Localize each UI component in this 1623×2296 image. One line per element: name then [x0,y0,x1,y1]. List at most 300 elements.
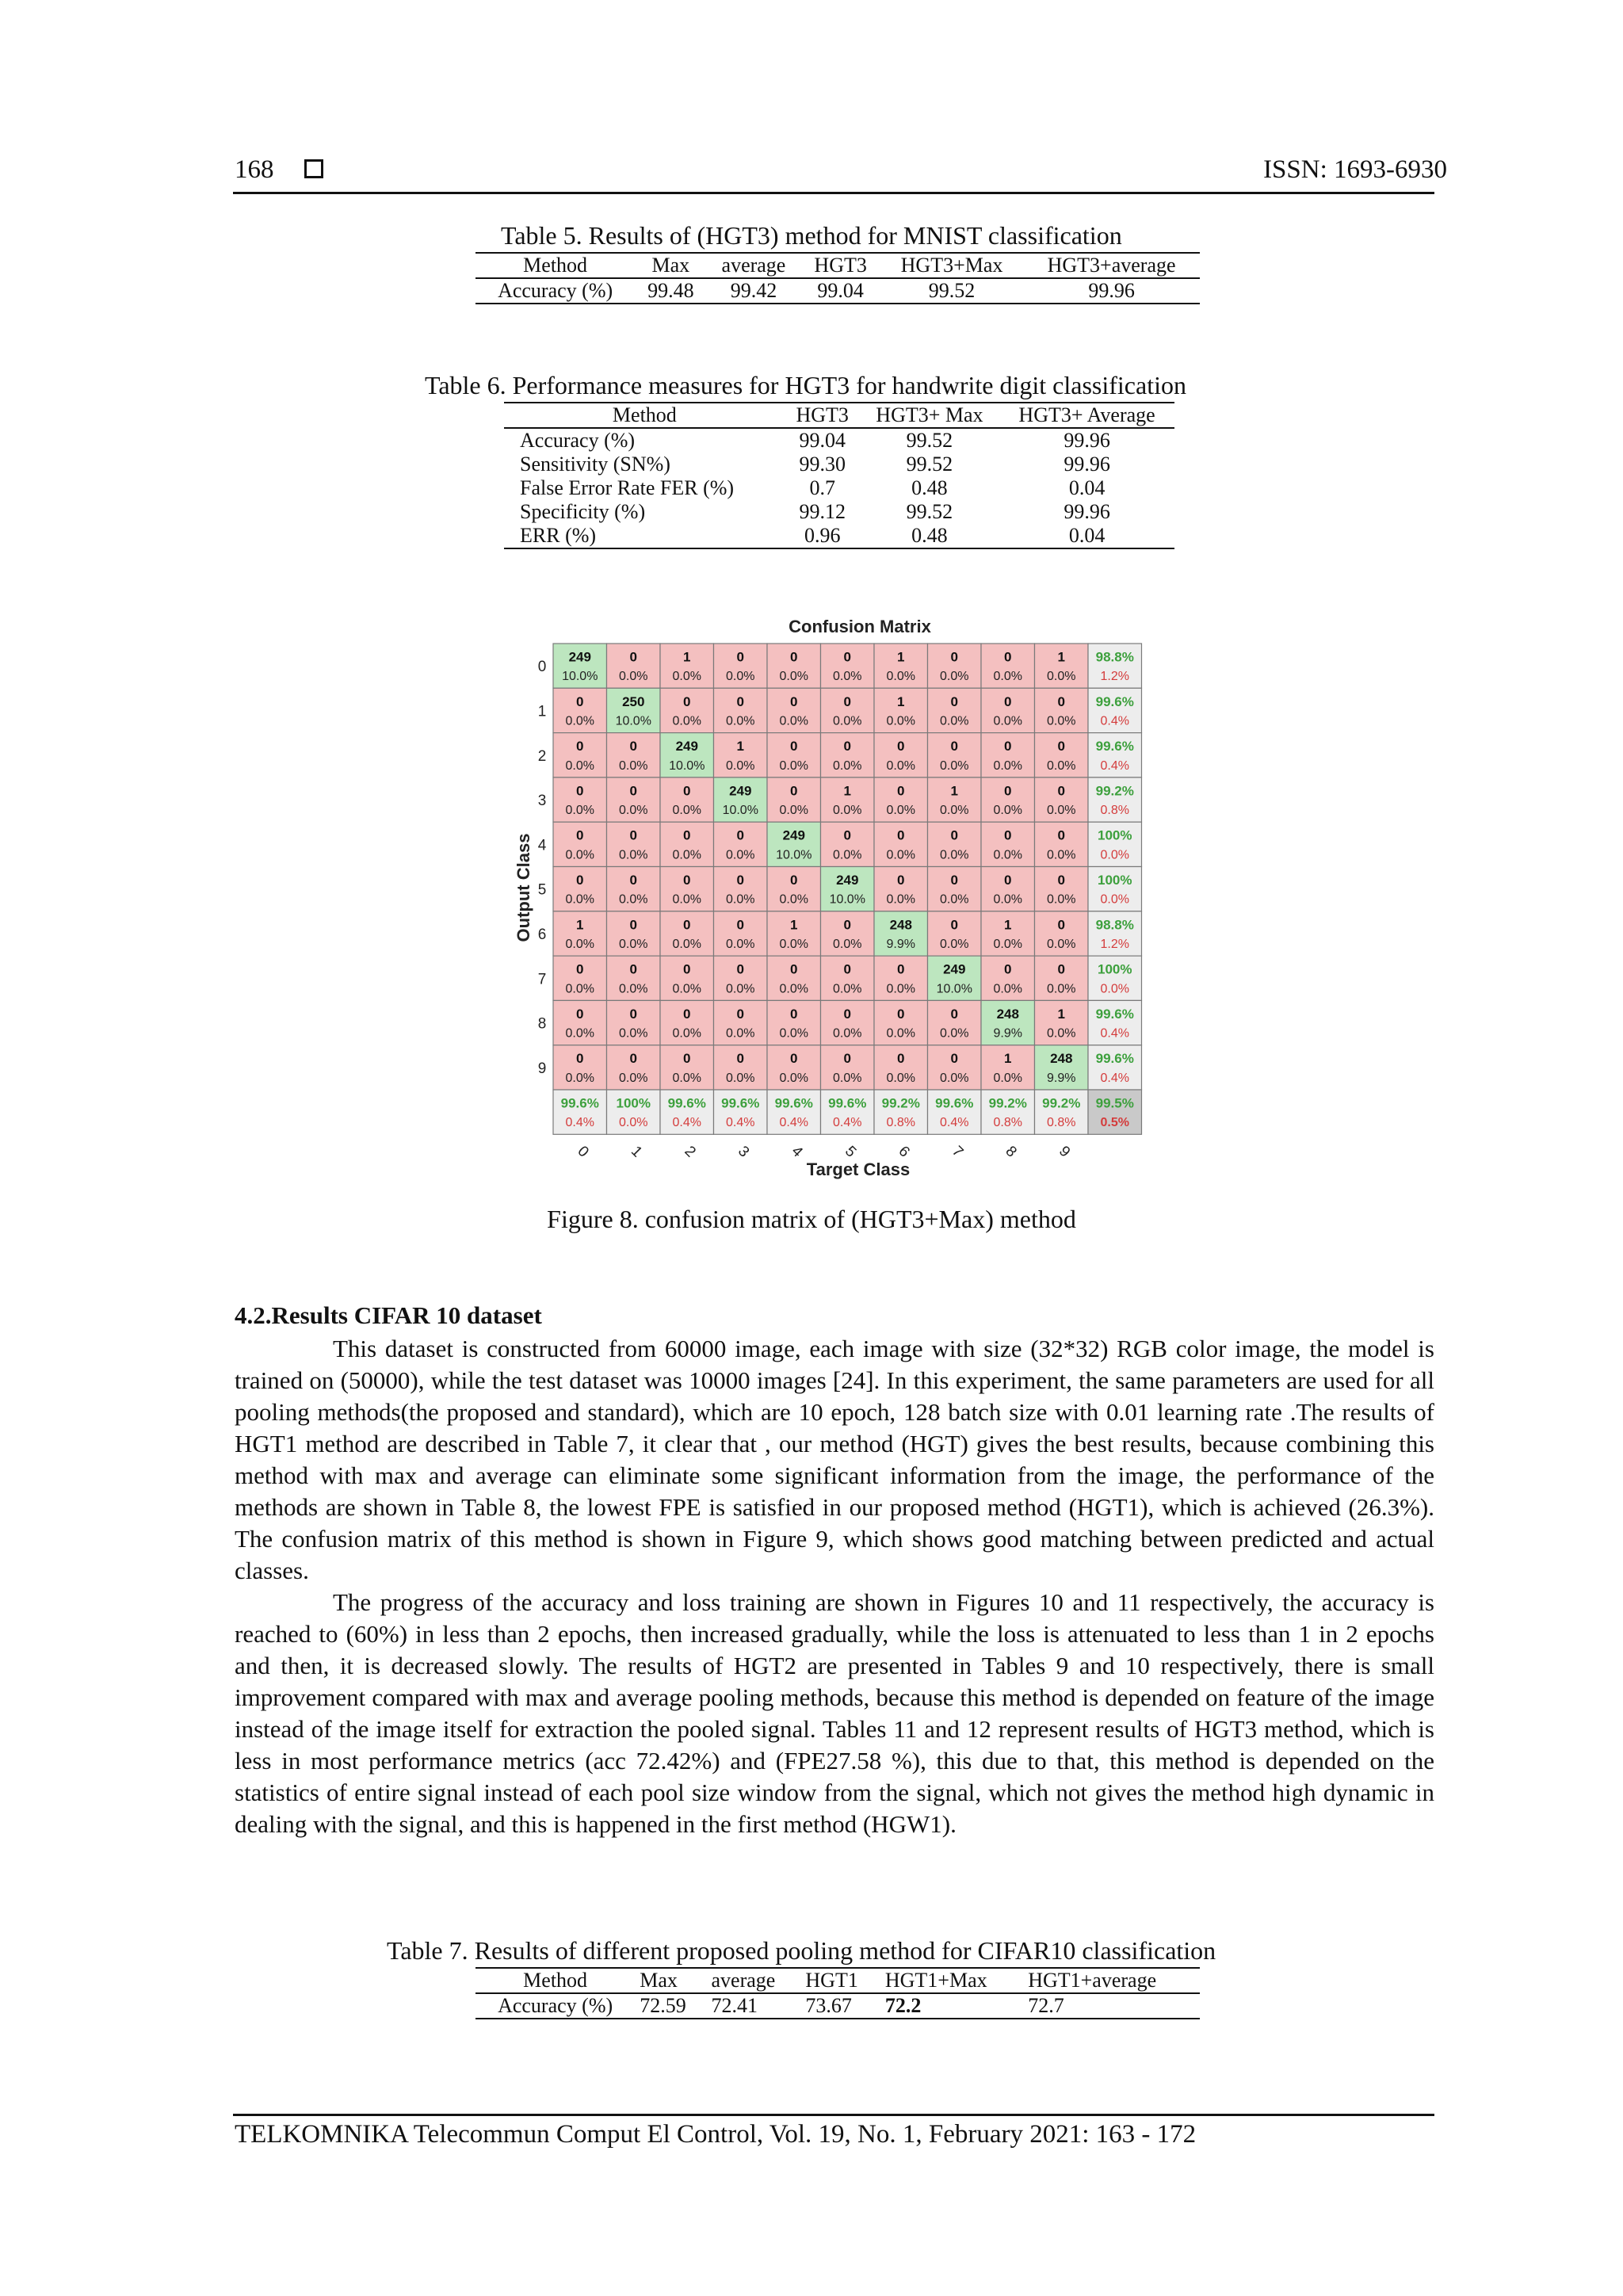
cm-cell-value: 0 [1057,693,1065,709]
cm-cell-percent: 0.0% [726,1071,755,1085]
cm-overall-cell-percent: 0.5% [1100,1116,1129,1130]
page-footer: TELKOMNIKA Telecommun Comput El Control, Vol. 19, No. 1, February 2021: 163 - 172 [235,2120,1197,2149]
cm-cell-value: 0 [790,739,798,755]
cm-cell-value: 1 [1004,1051,1012,1067]
cm-cell-percent: 0.0% [993,804,1022,818]
cm-cell-percent: 0.0% [993,848,1022,862]
cm-cell-value: 0 [683,1006,691,1022]
cm-cell-value: 0 [683,873,691,888]
table7 [475,1969,1200,2019]
table6-cell: 99.96 [1064,453,1110,476]
cm-cell-percent: 0.0% [1047,982,1076,996]
cm-cell-value: 0 [950,739,958,755]
cm-cell-value: 0 [790,873,798,888]
y-tick-label: 9 [537,1060,547,1077]
cm-col-summary-cell-value: 99.2% [881,1095,920,1111]
cm-diagonal-cell-percent: 10.0% [615,714,651,728]
cm-cell-value: 0 [736,1006,744,1022]
table5-header-row [475,254,1200,278]
cm-cell-percent: 0.0% [833,982,862,996]
y-tick-label: 2 [537,747,547,765]
cm-cell-percent: 0.0% [886,714,915,728]
table7-header-cell: average [711,1969,776,1992]
cm-diagonal-cell-percent: 9.9% [993,1026,1022,1041]
table6-cell: 0.7 [809,476,835,499]
table6-row [504,476,1174,500]
cm-cell-value: 0 [629,1006,637,1022]
cm-cell-value: 0 [950,693,958,709]
cm-cell-value: 0 [897,873,905,888]
table6-cell: 99.52 [906,429,953,452]
cm-row-summary-cell-percent: 0.4% [1100,758,1129,773]
cm-cell-percent: 0.0% [565,758,594,773]
table6-cell: 99.04 [799,429,846,452]
cm-cell-value: 0 [683,827,691,843]
table6-cell: Specificity (%) [520,500,646,523]
cm-col-summary-cell-value: 99.6% [935,1095,974,1111]
cm-row-summary-cell-percent: 0.8% [1100,804,1129,818]
table6-cell: 0.48 [911,524,948,547]
cm-cell-value: 1 [736,739,744,755]
cm-col-summary-cell-percent: 0.4% [833,1116,862,1130]
table7-cell: Accuracy (%) [498,1994,613,2017]
cm-cell-value: 0 [897,783,905,799]
cm-cell-value: 0 [950,917,958,933]
header-rule [233,192,1434,194]
cm-cell-value: 0 [843,917,851,933]
cm-cell-percent: 0.0% [672,848,701,862]
cm-cell-value: 0 [576,739,584,755]
cm-cell-percent: 0.0% [565,804,594,818]
cm-cell-percent: 0.0% [672,804,701,818]
cm-cell-value: 0 [843,693,851,709]
table7-cell: 72.2 [884,1994,922,2017]
confusion-matrix-figure [499,610,1165,1189]
cm-cell-value: 1 [950,783,958,799]
cm-cell-value: 0 [843,1051,851,1067]
cm-cell-value: 0 [736,917,744,933]
cm-diagonal-cell-value: 248 [1050,1051,1073,1067]
cm-cell-percent: 0.0% [1047,848,1076,862]
cm-cell-percent: 0.0% [940,1071,969,1085]
cm-cell-value: 0 [629,873,637,888]
y-tick-label: 0 [537,659,547,676]
table7-cell: 72.41 [711,1994,758,2017]
cm-cell-percent: 0.0% [619,758,648,773]
table6-row [504,428,1174,453]
table5-caption: Table 5. Results of (HGT3) method for MNIST classification [501,221,1122,250]
cm-cell-value: 0 [629,917,637,933]
cm-diagonal-cell-percent: 10.0% [562,670,598,684]
cm-cell-value: 0 [1004,827,1012,843]
cm-cell-value: 0 [1004,873,1012,888]
output-class-label: Output Class [514,833,533,942]
table5-header-cell: HGT3+average [1047,254,1176,277]
cm-cell-value: 0 [790,961,798,977]
cm-cell-percent: 0.0% [940,892,969,907]
table6-cell: Accuracy (%) [520,429,636,452]
table7-header-row [475,1969,1200,1993]
cm-cell-value: 0 [790,1051,798,1067]
table5-cell: 99.96 [1088,279,1135,302]
target-class-label: Target Class [806,1159,911,1179]
cm-col-summary-cell-percent: 0.0% [619,1116,648,1130]
table5-header-cell: HGT3 [814,254,867,277]
cm-cell-percent: 0.0% [726,758,755,773]
cm-cell-percent: 0.0% [565,937,594,951]
cm-cell-percent: 0.0% [779,982,808,996]
y-tick-label: 8 [537,1015,547,1033]
cm-cell-value: 0 [683,693,691,709]
table6-cell: Sensitivity (SN%) [520,453,670,476]
x-tick-label: 8 [1002,1143,1020,1161]
cm-cell-value: 0 [1057,917,1065,933]
cm-row-summary-cell-value: 99.6% [1095,1051,1134,1067]
cm-row-summary-cell-percent: 0.0% [1100,982,1129,996]
cm-row-summary-cell-percent: 1.2% [1100,670,1129,684]
y-tick-label: 3 [537,793,547,810]
cm-cell-percent: 0.0% [993,892,1022,907]
x-tick-label: 5 [841,1143,860,1161]
cm-cell-value: 0 [950,873,958,888]
table6-cell: 99.52 [906,453,953,476]
cm-diagonal-cell-percent: 9.9% [886,937,915,951]
cm-cell-value: 1 [576,917,584,933]
cm-cell-percent: 0.0% [619,937,648,951]
table5 [475,254,1200,304]
cm-col-summary-cell-value: 99.2% [988,1095,1027,1111]
x-tick-label: 6 [895,1143,913,1161]
cm-cell-percent: 0.0% [1047,937,1076,951]
cm-cell-percent: 0.0% [672,892,701,907]
section-heading: 4.2.Results CIFAR 10 dataset [235,1301,542,1329]
table6-cell: 0.96 [804,524,841,547]
cm-row-summary-cell-value: 100% [1098,873,1132,888]
cm-cell-value: 0 [843,961,851,977]
cm-row-summary-cell-value: 98.8% [1095,917,1134,933]
cm-row-summary-cell-value: 100% [1098,827,1132,843]
table6-cell: 99.96 [1064,500,1110,523]
cm-cell-value: 0 [843,739,851,755]
cm-cell-percent: 0.0% [886,804,915,818]
cm-cell-value: 0 [897,961,905,977]
cm-cell-percent: 0.0% [726,714,755,728]
table5-cell: 99.52 [928,279,976,302]
cm-col-summary-cell-percent: 0.8% [886,1116,915,1130]
cm-col-summary-cell-percent: 0.4% [940,1116,969,1130]
cm-col-summary-cell-percent: 0.4% [565,1116,594,1130]
table6-header-cell: HGT3 [796,403,849,426]
x-tick-label: 3 [734,1143,753,1161]
cm-cell-percent: 0.0% [833,1026,862,1041]
cm-row-summary-cell-value: 99.2% [1095,783,1134,799]
cm-row-summary-cell-percent: 0.4% [1100,1026,1129,1041]
table6-header-cell: Method [612,403,677,426]
table6-cell: 99.52 [906,500,953,523]
cm-cell-percent: 0.0% [779,714,808,728]
cm-cell-percent: 0.0% [726,848,755,862]
x-tick-label: 7 [948,1143,967,1161]
cm-cell-percent: 0.0% [565,714,594,728]
cm-cell-value: 0 [683,917,691,933]
cm-col-summary-cell-percent: 0.8% [1047,1116,1076,1130]
table6-cell: 99.12 [799,500,846,523]
cm-cell-percent: 0.0% [726,937,755,951]
confusion-matrix-title: Confusion Matrix [789,617,931,636]
cm-diagonal-cell-value: 249 [782,827,805,843]
cm-cell-percent: 0.0% [833,670,862,684]
x-tick-label: 4 [788,1143,806,1161]
cm-col-summary-cell-percent: 0.4% [672,1116,701,1130]
cm-col-summary-cell-percent: 0.4% [726,1116,755,1130]
x-tick-label: 9 [1055,1143,1074,1161]
cm-cell-percent: 0.0% [672,937,701,951]
checkbox-square-icon [304,159,323,178]
cm-cell-percent: 0.0% [940,758,969,773]
cm-cell-percent: 0.0% [672,1026,701,1041]
table7-caption: Table 7. Results of different proposed pooling method for CIFAR10 classification [387,1936,1216,1965]
y-tick-label: 6 [537,926,547,943]
cm-cell-value: 0 [1057,827,1065,843]
x-tick-label: 2 [681,1143,699,1161]
cm-cell-value: 0 [1057,961,1065,977]
cm-cell-percent: 0.0% [726,892,755,907]
cm-cell-percent: 0.0% [833,758,862,773]
cm-cell-value: 0 [576,961,584,977]
cm-overall-cell-value: 99.5% [1095,1095,1134,1111]
cm-cell-percent: 0.0% [726,670,755,684]
cm-diagonal-cell-value: 249 [568,649,591,665]
cm-cell-value: 1 [843,783,851,799]
cm-cell-value: 0 [950,1006,958,1022]
table6-cell: 0.48 [911,476,948,499]
table5-cell: 99.04 [817,279,864,302]
cm-row-summary-cell-value: 99.6% [1095,1006,1134,1022]
cm-cell-percent: 0.0% [940,937,969,951]
cm-row-summary-cell-percent: 0.4% [1100,714,1129,728]
cm-cell-percent: 0.0% [993,714,1022,728]
cm-row-summary-cell-percent: 0.4% [1100,1071,1129,1085]
cm-diagonal-cell-value: 249 [729,783,752,799]
footer-rule [233,2114,1434,2116]
cm-cell-percent: 0.0% [993,670,1022,684]
cm-cell-value: 0 [576,783,584,799]
cm-diagonal-cell-percent: 10.0% [722,804,758,818]
table6-cell: 99.96 [1064,429,1110,452]
cm-cell-percent: 0.0% [672,982,701,996]
cm-row-summary-cell-value: 100% [1098,961,1132,977]
cm-cell-percent: 0.0% [833,1071,862,1085]
cm-cell-value: 0 [736,873,744,888]
cm-cell-percent: 0.0% [565,892,594,907]
table7-header-cell: HGT1+Max [884,1969,987,1992]
cm-cell-percent: 0.0% [886,848,915,862]
cm-cell-value: 0 [897,1051,905,1067]
table5-cell: 99.42 [730,279,777,302]
cm-cell-value: 0 [683,783,691,799]
cm-cell-percent: 0.0% [940,714,969,728]
cm-cell-percent: 0.0% [886,758,915,773]
cm-cell-percent: 0.0% [993,937,1022,951]
cm-cell-value: 1 [1057,649,1065,665]
table7-cell: 73.67 [805,1994,852,2017]
cm-cell-percent: 0.0% [726,1026,755,1041]
cm-col-summary-cell-value: 99.2% [1042,1095,1081,1111]
cm-diagonal-cell-percent: 10.0% [936,982,972,996]
cm-cell-value: 0 [1057,783,1065,799]
cm-cell-percent: 0.0% [833,848,862,862]
cm-cell-value: 0 [1004,783,1012,799]
cm-diagonal-cell-value: 250 [622,693,645,709]
cm-cell-value: 0 [1057,739,1065,755]
cm-cell-percent: 0.0% [779,804,808,818]
table5-header-cell: Max [651,254,690,277]
table5-cell: Accuracy (%) [498,279,613,302]
x-tick-label: 1 [627,1143,646,1161]
cm-cell-percent: 0.0% [619,892,648,907]
table6-row [504,500,1174,524]
section-body [235,1333,1434,1840]
cm-col-summary-cell-value: 100% [616,1095,651,1111]
cm-cell-percent: 0.0% [779,670,808,684]
cm-cell-value: 0 [736,961,744,977]
cm-cell-value: 0 [629,1051,637,1067]
cm-cell-value: 0 [683,1051,691,1067]
cm-diagonal-cell-value: 248 [996,1006,1019,1022]
cm-cell-value: 0 [1004,961,1012,977]
figure8-caption: Figure 8. confusion matrix of (HGT3+Max) method [547,1205,1076,1233]
cm-cell-percent: 0.0% [619,1026,648,1041]
cm-diagonal-cell-percent: 10.0% [669,758,705,773]
cm-cell-percent: 0.0% [565,1026,594,1041]
table5-cell: 99.48 [647,279,694,302]
cm-cell-value: 0 [1004,693,1012,709]
cm-diagonal-cell-percent: 9.9% [1047,1071,1076,1085]
table6 [504,403,1174,549]
table7-header-cell: HGT1+average [1028,1969,1157,1992]
table7-row [475,1993,1200,2019]
cm-row-summary-cell-percent: 0.0% [1100,892,1129,907]
table6-cell: 99.30 [799,453,846,476]
cm-cell-value: 0 [1057,873,1065,888]
paragraph-1: This dataset is constructed from 60000 image, each image with size (32*32) RGB color image, the model is trained on (50000), while the test dataset was 10000 images [24]. In this experiment, the same parameters are used for all pooling methods(the proposed and standard), which are 10 epoch, 128 batch size with 0.01 learning rate .The results of HGT1 method are described in Table 7, it clear that , our method (HGT) gives the best results, because combining this method with max and average can eliminate some significant information from the image, the performance of the methods are shown in Table 8, the lowest FPE is satisfied in our proposed method (HGT1), which is achieved (26.3%). The confusion matrix of this method is shown in Figure 9, which shows good matching between predicted and actual classes. [235,1335,1434,1584]
cm-cell-value: 0 [629,827,637,843]
cm-cell-value: 0 [736,827,744,843]
cm-diagonal-cell-value: 249 [943,961,966,977]
cm-cell-percent: 0.0% [1047,758,1076,773]
cm-cell-value: 0 [576,1006,584,1022]
cm-cell-percent: 0.0% [886,982,915,996]
cm-cell-percent: 0.0% [565,848,594,862]
cm-cell-value: 0 [576,1051,584,1067]
cm-cell-percent: 0.0% [833,937,862,951]
table5-header-cell: average [721,254,786,277]
table5-header-cell: HGT3+Max [900,254,1003,277]
cm-cell-percent: 0.0% [886,1026,915,1041]
cm-cell-value: 0 [790,649,798,665]
cm-cell-value: 0 [629,649,637,665]
cm-col-summary-cell-value: 99.6% [721,1095,760,1111]
cm-cell-value: 0 [897,739,905,755]
table5-header-cell: Method [523,254,588,277]
cm-row-summary-cell-percent: 1.2% [1100,937,1129,951]
table6-row [504,524,1174,548]
cm-cell-percent: 0.0% [619,670,648,684]
cm-row-summary-cell-value: 99.6% [1095,693,1134,709]
table7-header-cell: HGT1 [805,1969,858,1992]
cm-cell-value: 0 [736,649,744,665]
cm-cell-value: 0 [1004,649,1012,665]
cm-cell-value: 0 [576,873,584,888]
cm-col-summary-cell-percent: 0.4% [779,1116,808,1130]
table6-row [504,453,1174,476]
cm-cell-percent: 0.0% [1047,670,1076,684]
cm-cell-percent: 0.0% [940,848,969,862]
cm-col-summary-cell-value: 99.6% [828,1095,867,1111]
cm-cell-percent: 0.0% [886,1071,915,1085]
table6-cell: False Error Rate FER (%) [520,476,735,499]
cm-row-summary-cell-percent: 0.0% [1100,848,1129,862]
cm-cell-value: 0 [790,693,798,709]
cm-cell-value: 0 [843,1006,851,1022]
cm-col-summary-cell-value: 99.6% [667,1095,706,1111]
cm-cell-percent: 0.0% [619,1071,648,1085]
cm-cell-percent: 0.0% [779,937,808,951]
cm-cell-value: 0 [897,1006,905,1022]
cm-cell-percent: 0.0% [886,670,915,684]
cm-cell-percent: 0.0% [886,892,915,907]
cm-cell-percent: 0.0% [619,982,648,996]
cm-cell-value: 0 [736,1051,744,1067]
cm-cell-percent: 0.0% [993,982,1022,996]
cm-cell-value: 0 [950,827,958,843]
cm-cell-percent: 0.0% [726,982,755,996]
cm-cell-value: 1 [790,917,798,933]
cm-cell-value: 1 [683,649,691,665]
cm-cell-percent: 0.0% [779,1071,808,1085]
cm-cell-value: 0 [683,961,691,977]
cm-diagonal-cell-value: 248 [889,917,912,933]
cm-cell-percent: 0.0% [940,1026,969,1041]
table6-cell: ERR (%) [520,524,597,547]
cm-cell-value: 0 [629,783,637,799]
cm-diagonal-cell-value: 249 [836,873,859,888]
cm-cell-percent: 0.0% [833,804,862,818]
cm-cell-percent: 0.0% [833,714,862,728]
cm-cell-value: 1 [1057,1006,1065,1022]
y-tick-label: 5 [537,881,547,899]
cm-cell-value: 0 [950,1051,958,1067]
cm-cell-value: 0 [790,1006,798,1022]
y-tick-label: 4 [537,837,547,854]
cm-diagonal-cell-percent: 10.0% [776,848,812,862]
cm-cell-percent: 0.0% [672,714,701,728]
page-number: 168 [235,155,274,184]
cm-cell-percent: 0.0% [619,848,648,862]
cm-cell-value: 0 [576,693,584,709]
cm-cell-value: 0 [950,649,958,665]
cm-cell-percent: 0.0% [993,758,1022,773]
cm-cell-value: 1 [897,649,905,665]
cm-cell-value: 1 [1004,917,1012,933]
paragraph-2: The progress of the accuracy and loss training are shown in Figures 10 and 11 respectively, the accuracy is reached to (60%) in less than 2 epochs, then increased gradually, while the loss is attenuated to less than 1 in 2 epochs and then, it is decreased slowly. The results of HGT2 are presented in Tables 9 and 10 respectively, there is small improvement compared with max and average pooling methods, because this method is depended on feature of the image instead of the image itself for extraction the pooled signal. Tables 11 and 12 represent results of HGT3 method, which is less in most performance metrics (acc 72.42%) and (FPE27.58 %), this due to that, this method is depended on the statistics of entire signal instead of each pool size window from the signal, which not gives the method high dynamic in dealing with the signal, and this is happened in the first method (HGW1). [235,1588,1434,1838]
cm-cell-percent: 0.0% [565,1071,594,1085]
cm-row-summary-cell-value: 99.6% [1095,739,1134,755]
cm-cell-value: 0 [629,961,637,977]
cm-cell-value: 0 [1004,739,1012,755]
cm-cell-value: 0 [897,827,905,843]
cm-cell-value: 0 [843,827,851,843]
